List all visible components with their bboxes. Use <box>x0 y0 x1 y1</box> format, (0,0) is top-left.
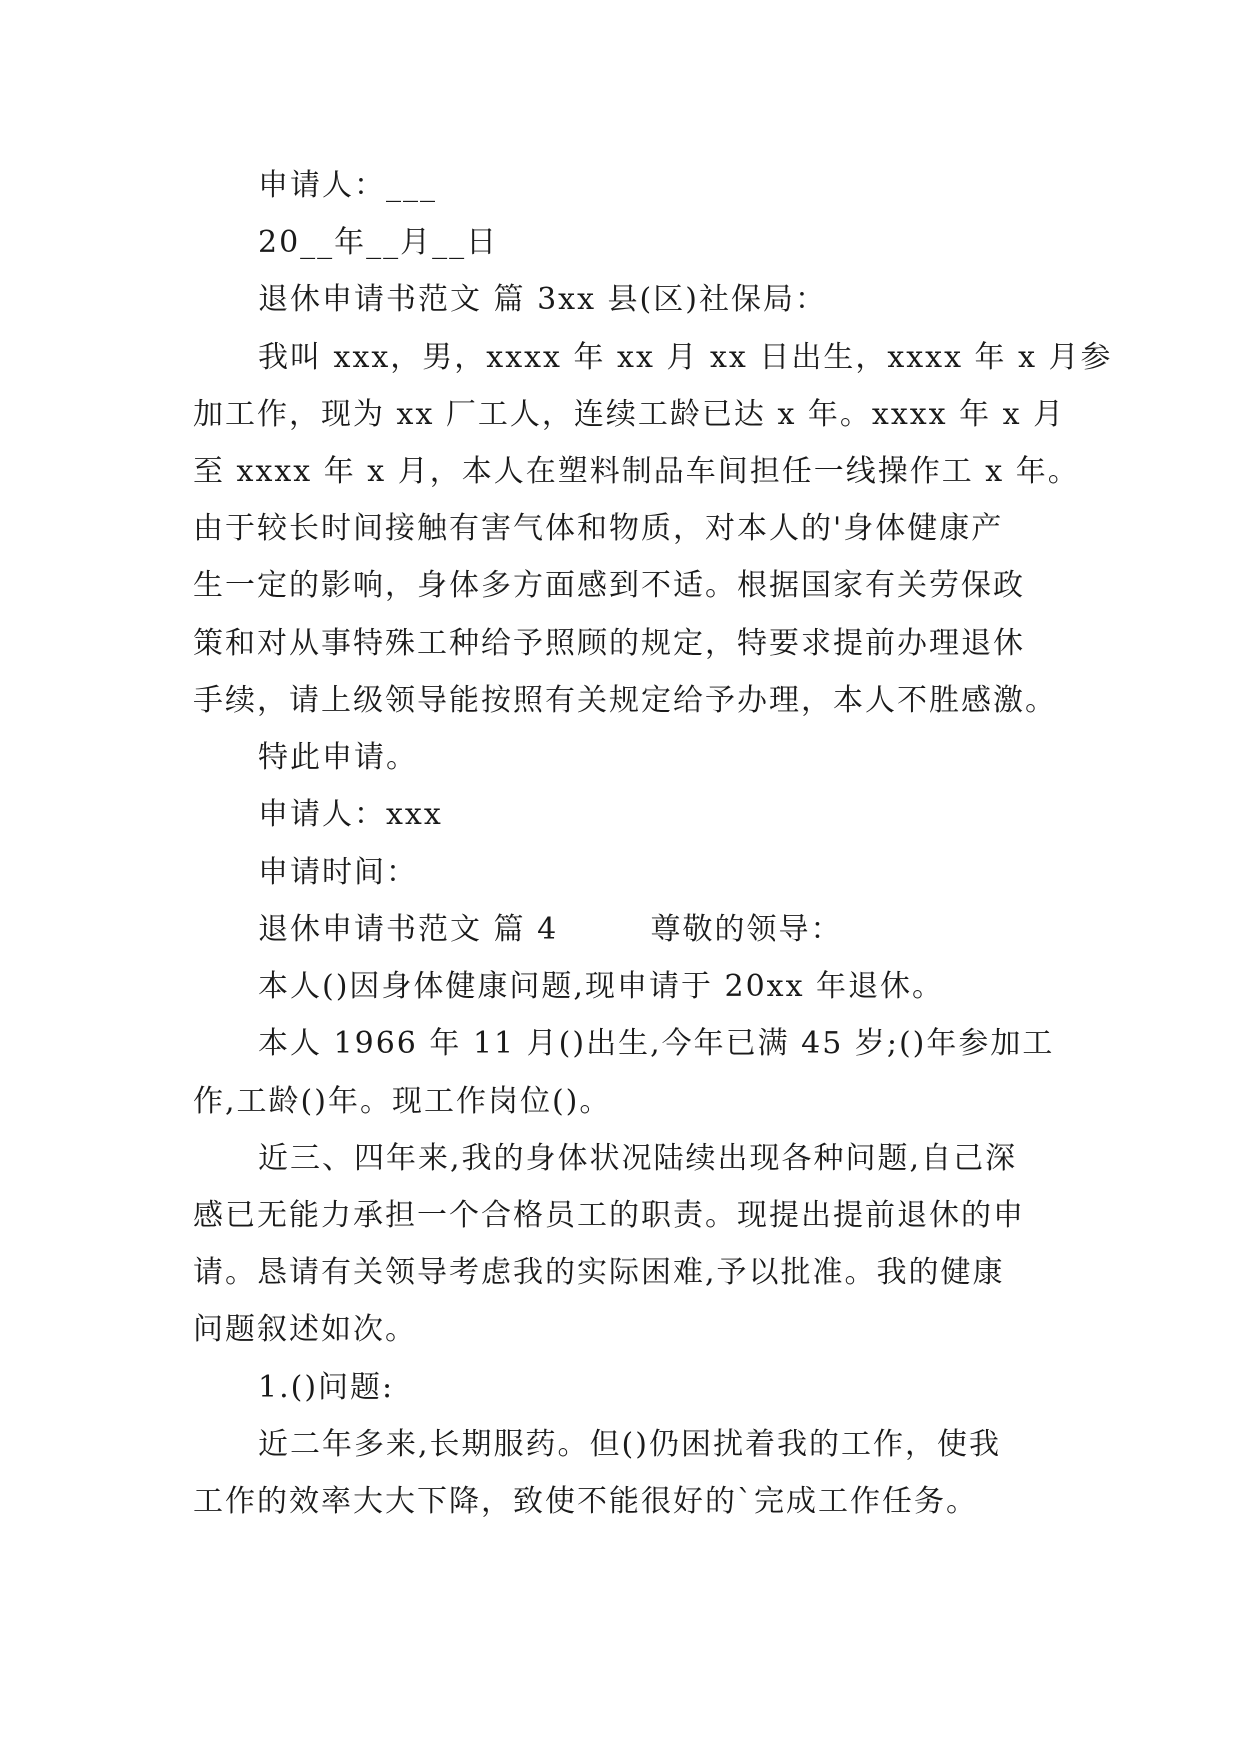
body-line: 近二年多来,长期服药。但()仍困扰着我的工作，使我 <box>258 1427 1001 1462</box>
body-line: 问题叙述如次。 <box>193 1312 417 1347</box>
body-line: 策和对从事特殊工种给予照顾的规定，特要求提前办理退休 <box>193 626 1025 661</box>
body-line: 本人()因身体健康问题,现申请于 20xx 年退休。 <box>258 969 945 1004</box>
body-line: 手续，请上级领导能按照有关规定给予办理，本人不胜感激。 <box>193 683 1057 718</box>
section-4-title: 退休申请书范文 篇 4 尊敬的领导： <box>258 912 843 947</box>
body-line: 请。恳请有关领导考虑我的实际困难,予以批准。我的健康 <box>193 1255 1005 1290</box>
body-line: 由于较长时间接触有害气体和物质，对本人的'身体健康产 <box>193 511 1004 546</box>
body-line: 本人 1966 年 11 月()出生,今年已满 45 岁;()年参加工 <box>258 1026 1055 1061</box>
body-line: 工作的效率大大下降，致使不能很好的`完成工作任务。 <box>193 1484 978 1519</box>
body-line: 我叫 xxx，男，xxxx 年 xx 月 xx 日出生，xxxx 年 x 月参 <box>258 340 1113 375</box>
body-line: 至 xxxx 年 x 月，本人在塑料制品车间担任一线操作工 x 年。 <box>193 454 1080 489</box>
list-item: 1.()问题: <box>258 1370 395 1405</box>
application-time: 申请时间： <box>258 855 418 890</box>
closing-line: 特此申请。 <box>258 740 418 775</box>
body-line: 生一定的影响，身体多方面感到不适。根据国家有关劳保政 <box>193 568 1025 603</box>
body-line: 感已无能力承担一个合格员工的职责。现提出提前退休的申 <box>193 1198 1025 1233</box>
body-line: 近三、四年来,我的身体状况陆续出现各种问题,自己深 <box>258 1141 1018 1176</box>
applicant-signature: 申请人：xxx <box>258 797 443 832</box>
section-3-title: 退休申请书范文 篇 3xx 县(区)社保局： <box>258 282 827 317</box>
applicant-line: 申请人：___ <box>258 168 437 203</box>
body-line: 加工作，现为 xx 厂工人，连续工龄已达 x 年。xxxx 年 x 月 <box>193 397 1066 432</box>
body-line: 作,工龄()年。现工作岗位()。 <box>193 1084 612 1119</box>
date-line: 20__年__月__日 <box>258 225 499 260</box>
